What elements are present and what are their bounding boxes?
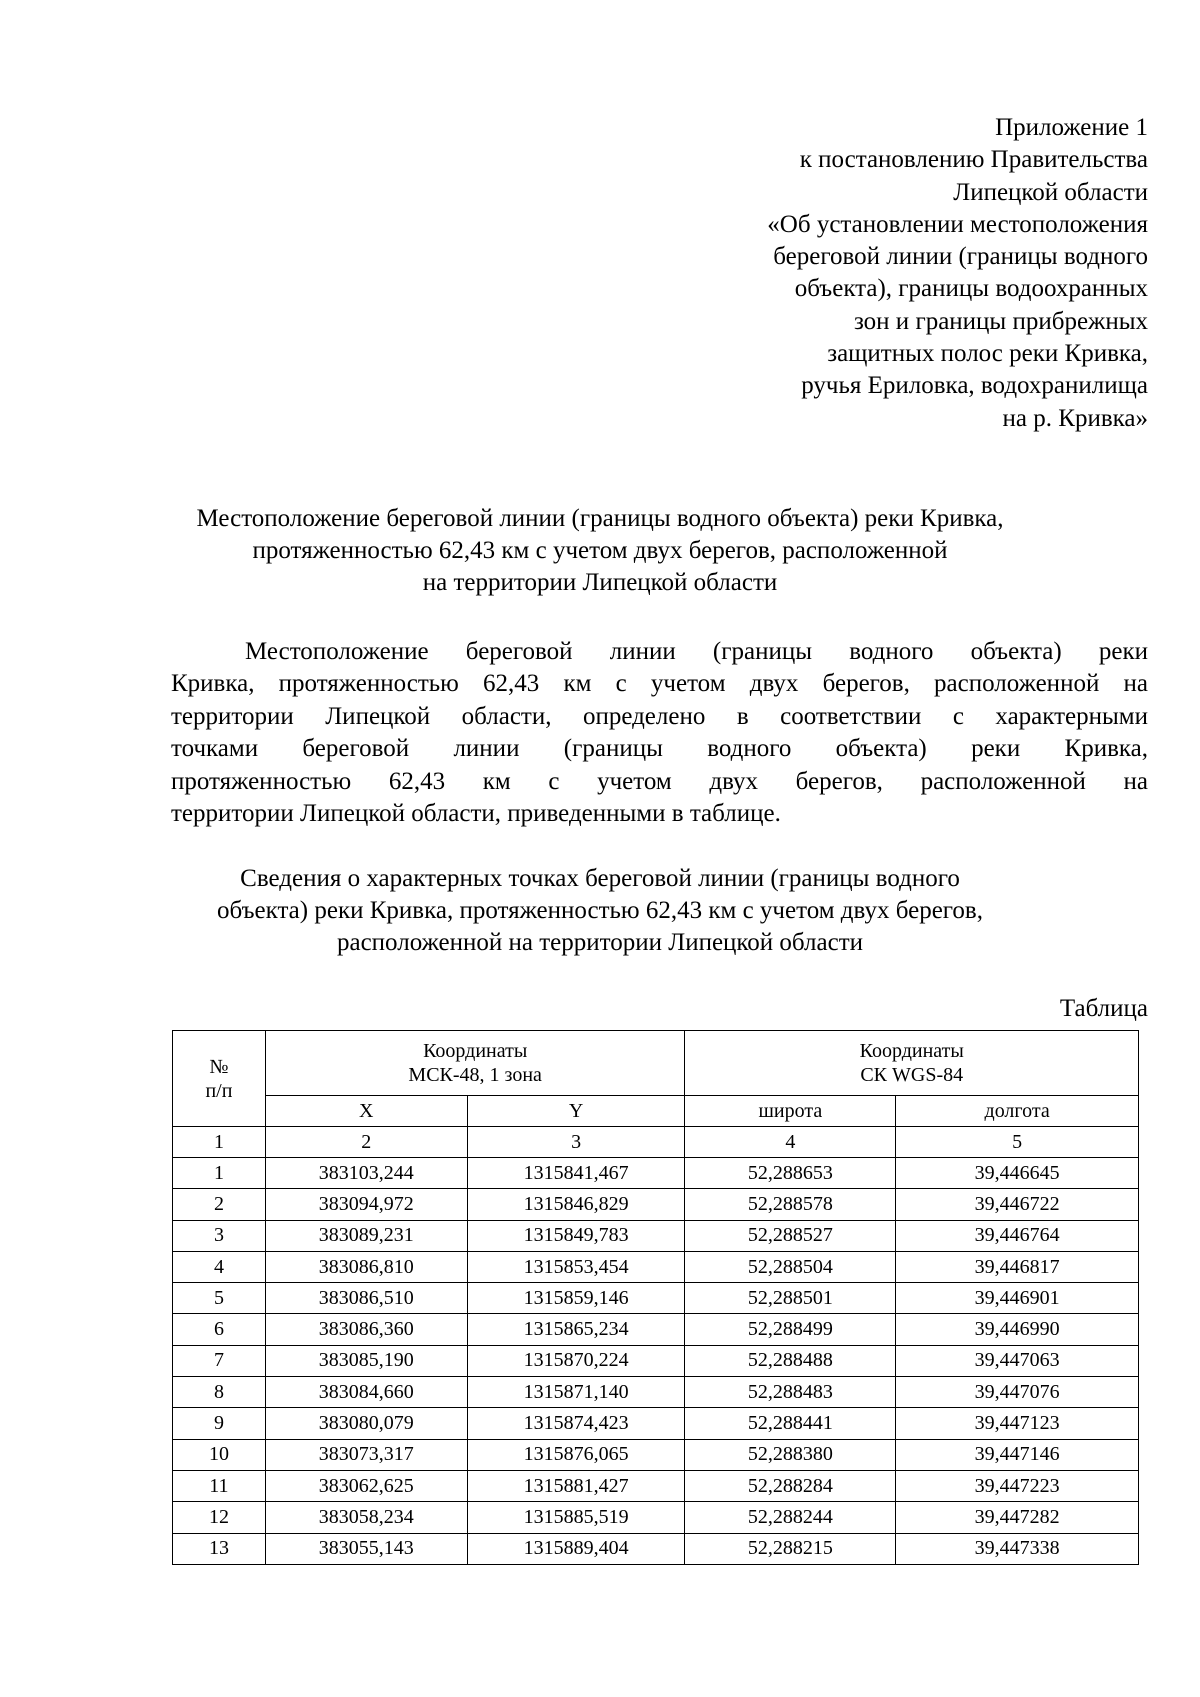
cell-x: 383103,244	[265, 1158, 467, 1189]
paragraph-line: территории Липецкой области, определено в соответствии с характерными	[171, 702, 1148, 730]
table-row	[173, 1251, 1139, 1282]
caption-line: объекта) реки Кривка, протяженностью 62,43 км с учетом двух берегов,	[217, 897, 983, 924]
cell-latitude: 52,288380	[685, 1439, 896, 1470]
title-line: на территории Липецкой области	[422, 569, 778, 596]
header-text: МСК-48, 1 зона	[408, 1064, 542, 1086]
column-number: 2	[265, 1127, 467, 1158]
cell-latitude: 52,288488	[685, 1345, 896, 1376]
cell-x: 383080,079	[265, 1408, 467, 1439]
cell-y: 1315849,783	[467, 1220, 685, 1251]
header-longitude: долгота	[896, 1096, 1139, 1127]
cell-longitude: 39,446817	[896, 1251, 1139, 1282]
cell-latitude: 52,288483	[685, 1377, 896, 1408]
cell-y: 1315870,224	[467, 1345, 685, 1376]
appendix-line: объекта), границы водоохранных	[794, 275, 1148, 303]
cell-y: 1315846,829	[467, 1189, 685, 1220]
cell-x: 383094,972	[265, 1189, 467, 1220]
cell-point-number: 8	[173, 1377, 266, 1408]
cell-latitude: 52,288501	[685, 1283, 896, 1314]
header-text: Координаты	[859, 1040, 964, 1062]
header-y: Y	[467, 1096, 685, 1127]
cell-y: 1315871,140	[467, 1377, 685, 1408]
cell-longitude: 39,446645	[896, 1158, 1139, 1189]
cell-y: 1315881,427	[467, 1470, 685, 1501]
table-row	[173, 1283, 1139, 1314]
header-row-number	[173, 1031, 266, 1127]
cell-longitude: 39,447282	[896, 1502, 1139, 1533]
cell-longitude: 39,447123	[896, 1408, 1139, 1439]
cell-longitude: 39,446722	[896, 1189, 1139, 1220]
table-row	[173, 1220, 1139, 1251]
cell-latitude: 52,288578	[685, 1189, 896, 1220]
cell-point-number: 5	[173, 1283, 266, 1314]
cell-latitude: 52,288215	[685, 1533, 896, 1564]
cell-y: 1315876,065	[467, 1439, 685, 1470]
table-row	[173, 1189, 1139, 1220]
cell-longitude: 39,447223	[896, 1470, 1139, 1501]
cell-point-number: 12	[173, 1502, 266, 1533]
paragraph-line: Местоположение береговой линии (границы водного объекта) реки	[245, 638, 1148, 665]
cell-x: 383089,231	[265, 1220, 467, 1251]
cell-latitude: 52,288527	[685, 1220, 896, 1251]
cell-latitude: 52,288653	[685, 1158, 896, 1189]
table-row	[173, 1377, 1139, 1408]
appendix-line: ручья Ериловка, водохранилища	[801, 372, 1148, 400]
appendix-line: Приложение 1	[995, 114, 1148, 141]
cell-longitude: 39,446764	[896, 1220, 1139, 1251]
document-title	[100, 503, 1100, 599]
table-row	[173, 1502, 1139, 1533]
table-body	[173, 1158, 1139, 1565]
column-number: 1	[173, 1127, 266, 1158]
table-row	[173, 1533, 1139, 1564]
table-row	[173, 1314, 1139, 1345]
header-text: СК WGS-84	[860, 1064, 964, 1086]
cell-x: 383084,660	[265, 1377, 467, 1408]
cell-point-number: 2	[173, 1189, 266, 1220]
caption-line: Сведения о характерных точках береговой линии (границы водного	[240, 865, 960, 892]
cell-x: 383086,360	[265, 1314, 467, 1345]
header-latitude: широта	[685, 1096, 896, 1127]
cell-longitude: 39,447338	[896, 1533, 1139, 1564]
paragraph-line: протяженностью 62,43 км с учетом двух берегов, расположенной на	[171, 767, 1148, 795]
header-wgs84	[685, 1031, 1139, 1096]
cell-latitude: 52,288499	[685, 1314, 896, 1345]
cell-x: 383086,510	[265, 1283, 467, 1314]
cell-point-number: 1	[173, 1158, 266, 1189]
cell-x: 383058,234	[265, 1502, 467, 1533]
cell-point-number: 3	[173, 1220, 266, 1251]
cell-latitude: 52,288504	[685, 1251, 896, 1282]
header-text: п/п	[205, 1079, 233, 1102]
cell-latitude: 52,288244	[685, 1502, 896, 1533]
cell-point-number: 11	[173, 1470, 266, 1501]
header-x: X	[265, 1096, 467, 1127]
cell-point-number: 9	[173, 1408, 266, 1439]
table-row	[173, 1470, 1139, 1501]
coordinates-table	[172, 1030, 1139, 1565]
table-row	[173, 1158, 1139, 1189]
cell-longitude: 39,447076	[896, 1377, 1139, 1408]
header-text: №	[209, 1055, 229, 1078]
title-line: Местоположение береговой линии (границы водного объекта) реки Кривка,	[196, 505, 1004, 532]
cell-longitude: 39,447146	[896, 1439, 1139, 1470]
cell-y: 1315859,146	[467, 1283, 685, 1314]
header-msk48	[265, 1031, 685, 1096]
cell-y: 1315841,467	[467, 1158, 685, 1189]
appendix-line: береговой линии (границы водного	[773, 243, 1148, 271]
body-paragraph	[171, 636, 1148, 830]
cell-point-number: 4	[173, 1251, 266, 1282]
appendix-line: Липецкой области	[953, 178, 1148, 206]
table-row	[173, 1439, 1139, 1470]
caption-line: расположенной на территории Липецкой области	[336, 929, 863, 956]
table-row	[173, 1345, 1139, 1376]
cell-y: 1315889,404	[467, 1533, 685, 1564]
cell-x: 383086,810	[265, 1251, 467, 1282]
title-line: протяженностью 62,43 км с учетом двух берегов, расположенной	[252, 537, 948, 564]
appendix-line: зон и границы прибрежных	[853, 307, 1148, 335]
appendix-line: «Об установлении местоположения	[767, 210, 1148, 238]
column-number: 3	[467, 1127, 685, 1158]
cell-point-number: 13	[173, 1533, 266, 1564]
table-label: Таблица	[1059, 995, 1148, 1022]
cell-x: 383073,317	[265, 1439, 467, 1470]
appendix-line: на р. Кривка»	[1002, 404, 1148, 432]
column-number: 5	[896, 1127, 1139, 1158]
appendix-line: к постановлению Правительства	[799, 146, 1148, 174]
cell-x: 383062,625	[265, 1470, 467, 1501]
cell-point-number: 7	[173, 1345, 266, 1376]
cell-longitude: 39,447063	[896, 1345, 1139, 1376]
cell-point-number: 6	[173, 1314, 266, 1345]
cell-latitude: 52,288441	[685, 1408, 896, 1439]
paragraph-line: территории Липецкой области, приведенными в таблице.	[171, 800, 781, 828]
cell-latitude: 52,288284	[685, 1470, 896, 1501]
cell-point-number: 10	[173, 1439, 266, 1470]
column-number: 4	[685, 1127, 896, 1158]
paragraph-line: Кривка, протяженностью 62,43 км с учетом двух берегов, расположенной на	[171, 670, 1148, 698]
header-text: Координаты	[423, 1040, 528, 1062]
appendix-block	[628, 112, 1148, 435]
cell-y: 1315874,423	[467, 1408, 685, 1439]
cell-longitude: 39,446990	[896, 1314, 1139, 1345]
table-row	[173, 1408, 1139, 1439]
table-caption	[150, 863, 1050, 959]
cell-x: 383055,143	[265, 1533, 467, 1564]
paragraph-line: точками береговой линии (границы водного объекта) реки Кривка,	[171, 735, 1148, 763]
appendix-line: защитных полос реки Кривка,	[827, 340, 1148, 368]
cell-y: 1315885,519	[467, 1502, 685, 1533]
cell-x: 383085,190	[265, 1345, 467, 1376]
cell-longitude: 39,446901	[896, 1283, 1139, 1314]
cell-y: 1315853,454	[467, 1251, 685, 1282]
cell-y: 1315865,234	[467, 1314, 685, 1345]
